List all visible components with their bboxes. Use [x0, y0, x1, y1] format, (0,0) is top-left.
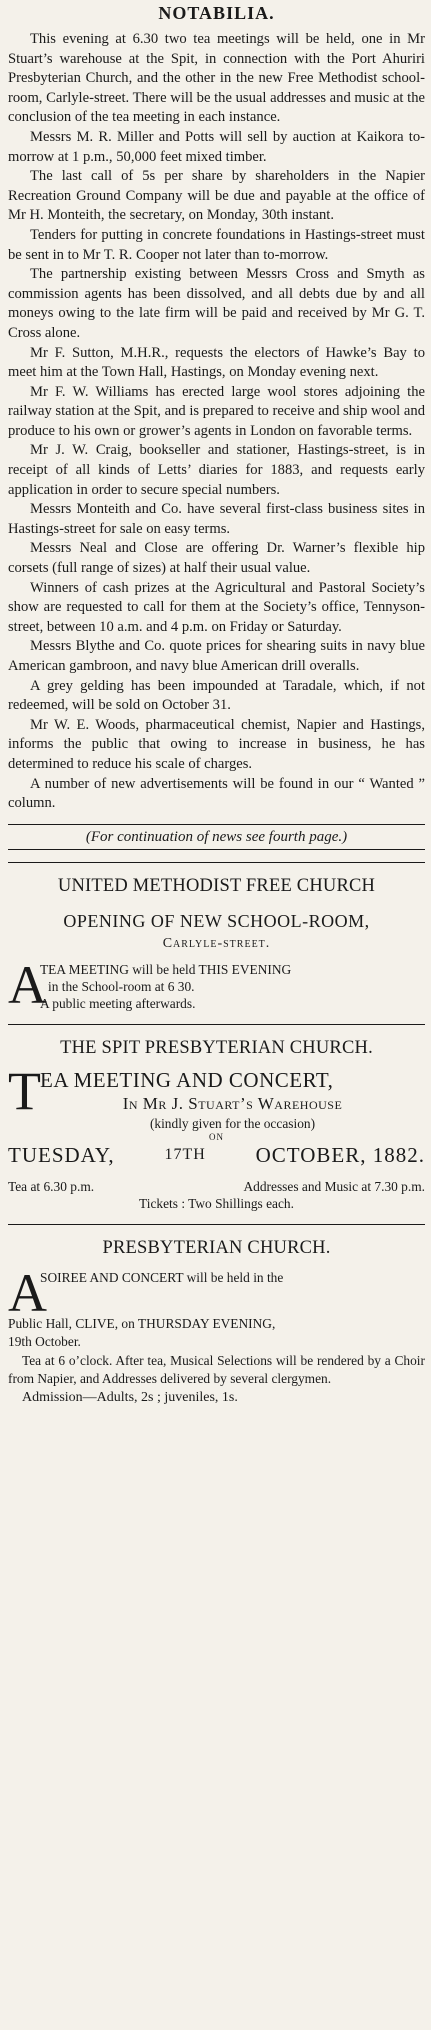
- ad-venue: In Mr J. Stuart’s Warehouse: [122, 1093, 343, 1113]
- ad-line: Tea at 6 o’clock. After tea, Musical Selections will be rendered by a Choir from Napier, and Addresses delivered by several clergymen.: [8, 1352, 425, 1387]
- addresses-time: Addresses and Music at 7.30 p.m.: [243, 1178, 425, 1194]
- ad-date: [8, 1142, 425, 1168]
- date-month: OCTOBER, 1882.: [255, 1142, 425, 1167]
- methodist-advertisement: [8, 873, 425, 1015]
- divider: [8, 862, 425, 863]
- ad-line: in the School-room at 6 30.: [48, 978, 195, 994]
- ad-body: [8, 954, 425, 1015]
- tea-time: Tea at 6.30 p.m.: [8, 1178, 95, 1194]
- continuation-notice: (For continuation of news see fourth page.): [8, 824, 425, 850]
- news-item: Messrs M. R. Miller and Potts will sell by auction at Kaikora to-morrow at 1 p.m., 50,000 feet mixed timber.: [8, 128, 425, 165]
- ad-body: [8, 1060, 425, 1132]
- ad-subheading: OPENING OF NEW SCHOOL-ROOM,: [63, 910, 370, 931]
- news-item: The last call of 5s per share by shareholders in the Napier Recreation Ground Company will be due and payable at the office of Mr H. Monteith, the secretary, on Monday, 30th instant.: [8, 168, 425, 224]
- ad-heading: THE SPIT PRESBYTERIAN CHURCH.: [60, 1037, 373, 1058]
- spit-advertisement: [8, 1035, 425, 1212]
- presbyterian-advertisement: [8, 1235, 425, 1408]
- ad-heading: UNITED METHODIST FREE CHURCH: [57, 875, 376, 896]
- news-item: A number of new advertisements will be found in our “ Wanted ” column.: [8, 775, 425, 812]
- drop-cap: A: [8, 1262, 47, 1323]
- drop-cap: T: [8, 1060, 41, 1121]
- ad-on: ON: [209, 1131, 224, 1142]
- divider: [8, 1024, 425, 1025]
- news-item: Winners of cash prizes at the Agricultural and Pastoral Society’s show are requested to call for them at the Society’s office, Tennyson-street, between 10 a.m. and 4 p.m. on Friday or Saturday.: [8, 579, 425, 635]
- news-item: A grey gelding has been impounded at Taradale, which, if not redeemed, will be sold on October 31.: [8, 677, 425, 714]
- date-day: TUESDAY,: [8, 1142, 115, 1167]
- news-item: This evening at 6.30 two tea meetings will be held, one in Mr Stuart’s warehouse at the Spit, in connection with the Port Ahuriri Presbyterian Church, and the other in the new Free Methodist school-room, Carlyle-street. There will be the usual addresses and music at the conclusion of the tea meeting in each instance.: [8, 31, 425, 126]
- news-item: Messrs Neal and Close are offering Dr. Warner’s flexible hip corsets (full range of sizes) at half their usual value.: [8, 540, 425, 577]
- notabilia-section: [8, 2, 425, 850]
- date-number: 17TH: [164, 1145, 206, 1163]
- news-item: Mr F. Sutton, M.H.R., requests the electors of Hawke’s Bay to meet him at the Town Hall, Hastings, on Monday evening next.: [8, 344, 425, 381]
- ad-line: SOIREE AND CONCERT will be held in the: [40, 1269, 284, 1285]
- ad-street: Carlyle-street.: [162, 935, 271, 951]
- news-item: Mr W. E. Woods, pharmaceutical chemist, Napier and Hastings, informs the public that owing to increase in business, he has determined to reduce his scale of charges.: [8, 716, 425, 772]
- section-heading: NOTABILIA.: [158, 3, 275, 23]
- ad-heading: PRESBYTERIAN CHURCH.: [102, 1237, 331, 1258]
- ad-line: Public Hall, CLIVE, on THURSDAY EVENING,: [8, 1315, 276, 1331]
- ad-line: 19th October.: [8, 1334, 81, 1350]
- news-item: Messrs Blythe and Co. quote prices for shearing suits in navy blue American gambroon, and navy blue American drill overalls.: [8, 638, 425, 674]
- ad-tickets: Tickets : Two Shillings each.: [139, 1195, 294, 1211]
- news-items: [8, 30, 425, 814]
- drop-cap: A: [8, 954, 47, 1015]
- ad-times: [8, 1178, 425, 1195]
- news-item: Messrs Monteith and Co. have several first-class business sites in Hastings-street for sale on easy terms.: [8, 501, 425, 537]
- ad-line: A public meeting afterwards.: [40, 995, 196, 1011]
- ad-note: (kindly given for the occasion): [149, 1115, 316, 1131]
- ad-title-line: EA MEETING AND CONCERT,: [40, 1067, 334, 1092]
- divider: [8, 1224, 425, 1225]
- news-item: Tenders for putting in concrete foundations in Hastings-street must be sent in to Mr T. R. Cooper not later than to-morrow.: [8, 226, 425, 263]
- news-item: Mr J. W. Craig, bookseller and stationer, Hastings-street, is in receipt of all kinds of Letts’ diaries for 1883, and requests early application in order to secure special numbers.: [8, 442, 425, 498]
- ad-admission: Admission—Adults, 2s ; juveniles, 1s.: [22, 1389, 238, 1405]
- ad-line: TEA MEETING will be held THIS EVENING: [40, 961, 292, 977]
- news-item: Mr F. W. Williams has erected large wool stores adjoining the railway station at the Spit, and is prepared to receive and ship wool and produce to his own or grower’s agents in London on favorable terms.: [8, 383, 425, 439]
- news-item: The partnership existing between Messrs Cross and Smyth as commission agents has been dissolved, and all debts due by and all moneys owing to the late firm will be paid and received by Mr G. T. Cross alone.: [8, 266, 425, 341]
